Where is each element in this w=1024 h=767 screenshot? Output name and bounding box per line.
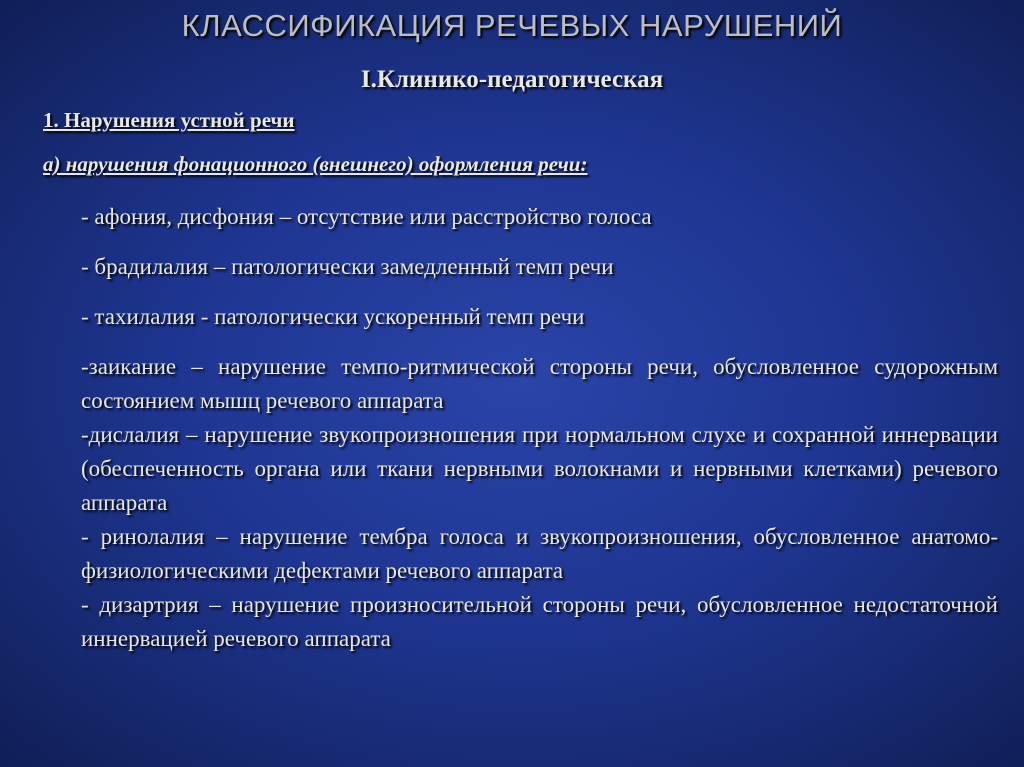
- list-item-tahilalia: - тахилалия - патологически ускоренный темп речи: [81, 304, 585, 329]
- subsection-heading: а) нарушения фонационного (внешнего) оформления речи:: [43, 152, 588, 176]
- section-heading: 1. Нарушения устной речи: [43, 108, 295, 132]
- list-item-rinolalia: - ринолалия – нарушение тембра голоса и звукопроизношения, обусловленное анатомо-физиологическими дефектами речевого аппарата: [81, 524, 998, 583]
- list-item-zaikanie: -заикание – нарушение темпо-ритмической стороны речи, обусловленное судорожным состоянием мышц речевого аппарата: [81, 354, 998, 413]
- slide-subtitle: I.Клинико-педагогическая: [360, 66, 664, 93]
- list-item-dislalia: -дислалия – нарушение звукопроизношения при нормальном слухе и сохранной иннервации (обеспеченность органа или ткани нервными волокнами и нервными клетками) речевого аппарата: [81, 422, 998, 515]
- list-item-dizartria: - дизартрия – нарушение произносительной стороны речи, обусловленное недостаточной иннервацией речевого аппарата: [81, 592, 998, 651]
- slide-title: КЛАССИФИКАЦИЯ РЕЧЕВЫХ НАРУШЕНИЙ: [181, 8, 843, 43]
- list-item-afonia: - афония, дисфония – отсутствие или расстройство голоса: [81, 204, 652, 229]
- item-list: [81, 200, 998, 656]
- list-item-bradilalia: - брадилалия – патологически замедленный темп речи: [81, 254, 614, 279]
